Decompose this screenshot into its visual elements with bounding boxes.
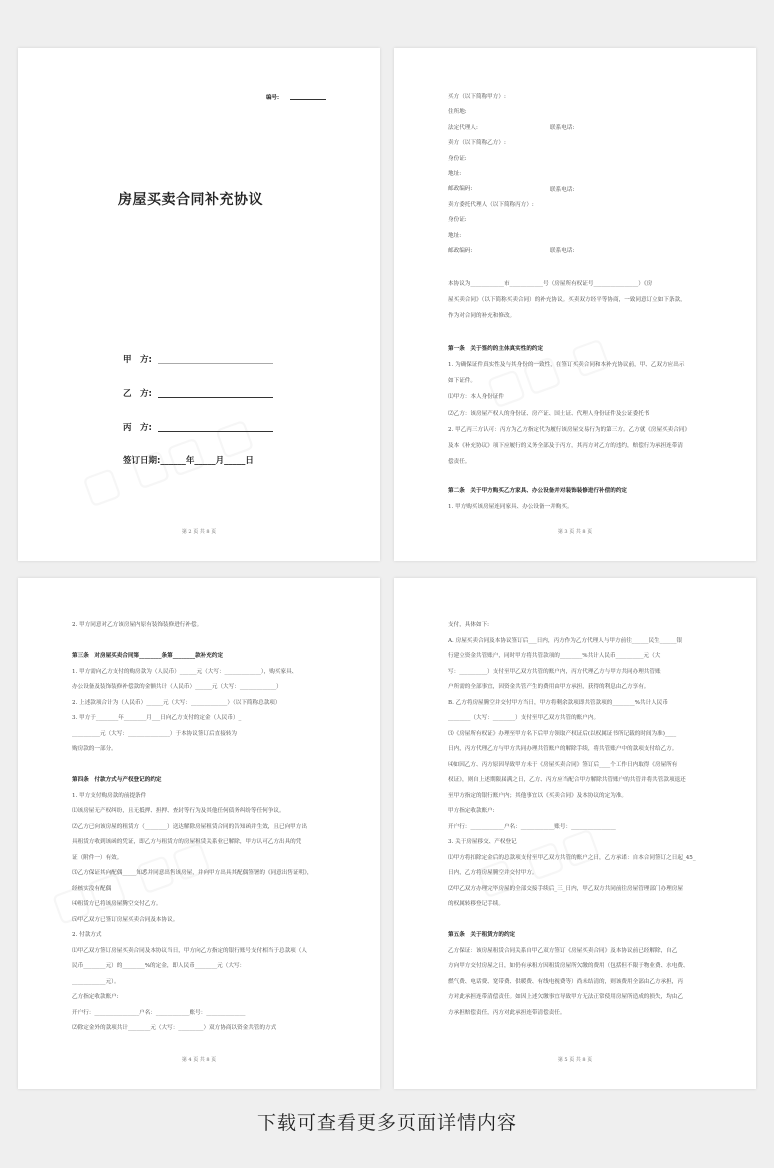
text-line: ____________元）。: [72, 978, 120, 985]
article-title: 第三条 对房屋买卖合同第________条第________款补充约定: [72, 653, 224, 659]
text-line: ⑶乙方保证其向配偶_____知悉并同意出售该房屋，并向甲方出具其配偶签署的《同意出售证明》，: [72, 870, 313, 876]
text-line: ⑷租赁方已将该房屋腾空交付乙方。: [72, 901, 162, 907]
document-page-4: [394, 578, 756, 1089]
text-line: 3. 甲方于________年________月___日向乙方支付的定金（人民币）_: [72, 715, 242, 721]
text-line: A. 房屋买卖合同及本协议签订后___日内，丙方作为乙方代理人与甲方前往______民生______银: [448, 637, 683, 644]
document-page-2: [394, 48, 756, 561]
text-line: ⑴甲方将扣除定金后的总款项支付至甲乙双方共管的账户之日，乙方承诺：自本合同签订之日起_45_: [448, 854, 696, 861]
page-footer: 第 5 页 共 8 页: [557, 1057, 593, 1063]
text-line: B. 乙方将房屋腾空并交付甲方当日，甲方将剩余款项即共管款项的________%共计人民币: [448, 699, 668, 706]
text-line: 屋买卖合同》（以下简称买卖合同）的补充协议。买卖双方经平等协商，一致同意订立如下条款，: [448, 297, 686, 303]
party-b-label: 乙 方:: [123, 389, 152, 399]
text-line: 身份证:: [448, 155, 467, 162]
text-line: 的权属转移登记手续。: [448, 901, 504, 907]
party-c-label: 丙 方:: [123, 423, 152, 433]
text-line: 具租赁方收到该函的凭证，即乙方与租赁方的房屋租赁关系业已解除，甲方认可乙方出具的凭: [72, 839, 302, 845]
text-line: 开户行：____________户名：____________账号：________________: [448, 823, 616, 830]
text-line: 办公设备及装饰装修补偿款的金额共计（人民币）______元（大写：_____________）: [72, 684, 282, 690]
contact-label: 联系电话:: [550, 248, 575, 254]
text-line: ⑷如因乙方、丙方原因导致甲方未于《房屋买卖合同》签订后____个工作日内取得《房屋所有: [448, 761, 678, 768]
text-line: 地址:: [448, 232, 462, 239]
text-line: 日内，乙方将房屋腾空并交付甲方。: [448, 870, 538, 876]
text-line: ⑴甲方：本人身份证件: [448, 394, 504, 401]
text-line: ⑴该房屋无产权纠纷，且无抵押、担押、查封等行为及其他任何债务纠纷等任何争议。: [72, 808, 285, 814]
text-line: 行建立资金共管账户，同时甲方将共管款项的________%共计人民币__________元（大: [448, 653, 661, 659]
text-line: 乙方保证：该房屋租赁合同关系自甲乙双方签订《房屋买卖合同》及本协议前已经解除，自乙: [448, 947, 678, 954]
text-line: ⑸甲乙双方已签订房屋买卖合同及本协议。: [72, 916, 179, 923]
text-line: 卖方委托代理人（以下简称丙方）:: [448, 201, 534, 208]
text-line: 写：__________）支付至甲乙双方共管的账户内，丙方代理乙方与甲方共同办理共管账: [448, 668, 661, 675]
page-title: 房屋买卖合同补充协议: [118, 192, 263, 208]
text-line: 2. 付款方式: [72, 932, 102, 938]
page-footer: 第 2 页 共 8 页: [181, 529, 217, 535]
text-line: 邮政编码:: [448, 186, 473, 193]
party-c-line: [158, 431, 273, 432]
text-line: 作为对合同的补充和修改。: [448, 313, 516, 319]
text-line: 3. 关于房屋移交、产权登记: [448, 839, 517, 845]
text-line: 支付，具体如下:: [448, 622, 490, 628]
sign-date: 签订日期:______年_____月_____日: [123, 456, 254, 466]
contract-number-line: [290, 99, 326, 100]
text-line: __________元（大写：_______________）于本协议签订后直接转为: [72, 730, 238, 737]
text-line: 甲方指定收款账户:: [448, 808, 495, 814]
text-line: ________（大写：________）支付至甲乙双方共管的账户内。: [448, 715, 600, 721]
document-page-3: [18, 578, 380, 1089]
text-line: 证（附件一）有效。: [72, 854, 123, 861]
text-line: 民币________元）的________%的定金，即人民币________元（大写：: [72, 963, 246, 969]
text-line: ⑵甲乙双方办理完毕房屋的全部交接手续后_三_日内，甲乙双方共同前往房屋管理部门办理房屋: [448, 885, 683, 892]
contact-label: 联系电话:: [550, 125, 575, 131]
text-line: 经核实没有配偶: [72, 885, 112, 892]
text-line: 2. 上述款项合计为（人民币）______元（大写：_____________）（以下简称总款项）: [72, 699, 281, 706]
contact-label: 联系电话:: [550, 187, 575, 193]
text-line: 1. 甲方购买该房屋连同家具、办公设备一并购买。: [448, 504, 573, 510]
text-line: ⑴甲乙双方签订房屋买卖合同及本协议当日，甲方向乙方指定的银行账号支付相当于总款项（人: [72, 947, 307, 954]
contract-number-label: 编号:: [266, 95, 280, 101]
text-line: 购房款的一部分。: [72, 746, 117, 752]
text-line: 法定代理人:: [448, 124, 478, 131]
text-line: 方对此承担连带清偿责任。如因上述欠缴事宜导致甲方无法正常使用房屋所造成的损失，均由乙: [448, 994, 683, 1000]
text-line: ⑵除定金外的款项共计________元（大写：_________）双方协商以资金共管的方式: [72, 1025, 277, 1031]
text-line: 卖方（以下简称乙方）:: [448, 140, 506, 147]
article-1-title: 第一条 关于签约的主体真实性的约定: [448, 346, 544, 352]
party-a-label: 甲 方:: [123, 355, 152, 365]
text-line: 2. 甲乙丙三方认可：丙方为乙方指定代为履行该房屋交易行为的第三方。乙方就《房屋买卖合同》: [448, 426, 691, 433]
party-b-line: [158, 397, 273, 398]
text-line: 权证》，则自上述期限届满之日，乙方、丙方应当配合甲方解除共管账户的共管并将共管款项退还: [448, 777, 686, 783]
text-line: 户所需的全部事宜，因资金共管产生的费用由甲方承担，获得的利息由乙方享有。: [448, 684, 650, 690]
download-caption: 下载可查看更多页面详情内容: [256, 1112, 517, 1134]
text-line: ⑵乙方：该房屋产权人的身份证、房产证、国土证、代理人身份证件及公证委托书: [448, 410, 650, 417]
text-line: 地址:: [448, 171, 462, 177]
text-line: 至甲方指定的银行账户内；其他事宜以《买卖合同》及本协议的定为准。: [448, 792, 628, 799]
page-footer: 第 3 页 共 8 页: [557, 529, 593, 535]
text-line: 1. 为确保证件真实性及与其身份的一致性，在签订买卖合同和本补充协议前，甲、乙双方应出示: [448, 362, 685, 368]
text-line: ⑶《房屋所有权证》办理至甲方名下后甲方领取产权证后(以权属证书所记载的时间为准)____: [448, 730, 677, 737]
text-line: 邮政编码:: [448, 248, 473, 254]
text-line: 偿责任。: [448, 459, 471, 466]
text-line: 乙方指定收款账户:: [72, 994, 119, 1000]
party-a-line: [158, 363, 273, 364]
text-line: 燃气费、电话费、宽带费、供暖费、有线电视费等）尚未结清的，则该费用全部由乙方承担，丙: [448, 978, 683, 985]
text-line: 1. 甲方需向乙方支付的购房款为（人民币）______元（大写：_____________），购买家具、: [72, 668, 298, 675]
text-line: 如下证件。: [448, 378, 476, 385]
article-title: 第四条 付款方式与产权登记的约定: [72, 777, 162, 783]
text-line: 方向甲方交付房屋之日，如仍有承租方因租赁房屋所欠缴的费用（包括但不限于物业费、水电费、: [448, 963, 689, 969]
text-line: 本协议为____________市____________号（房屋所有权证号________________）《房: [448, 281, 653, 287]
text-line: 日内，丙方代理乙方与甲方共同办理共管账户的解除手续，将共管账户中的款项支付给乙方。: [448, 746, 678, 752]
text-line: 及本《补充协议》项下应履行的义务全部及于丙方，其丙方对乙方的违约，赔偿行为承担连带清: [448, 443, 683, 449]
text-line: 2. 甲方同意对乙方该房屋内原有装饰装修进行补偿。: [72, 622, 203, 628]
document-page-1: [18, 48, 380, 561]
article-title: 第五条 关于租赁方的约定: [448, 932, 516, 938]
text-line: ⑵乙方已向该房屋的租赁方（________）送达解除房屋租赁合同的告知函并生效，且已向甲方出: [72, 823, 307, 830]
text-line: 方承担赔偿责任，丙方对此承担连带清偿责任。: [448, 1009, 566, 1016]
text-line: 1. 甲方支付购房款的前提条件: [72, 792, 147, 799]
text-line: 身份证:: [448, 217, 467, 224]
text-line: 买方（以下简称甲方）:: [448, 94, 506, 100]
text-line: 住所地:: [448, 109, 467, 116]
article-2-title: 第二条 关于甲方购买乙方家具、办公设备并对装饰装修进行补偿的约定: [448, 488, 628, 494]
text-line: 开户行：________________户名：____________账号：______________: [72, 1009, 246, 1016]
page-footer: 第 4 页 共 8 页: [181, 1057, 217, 1063]
